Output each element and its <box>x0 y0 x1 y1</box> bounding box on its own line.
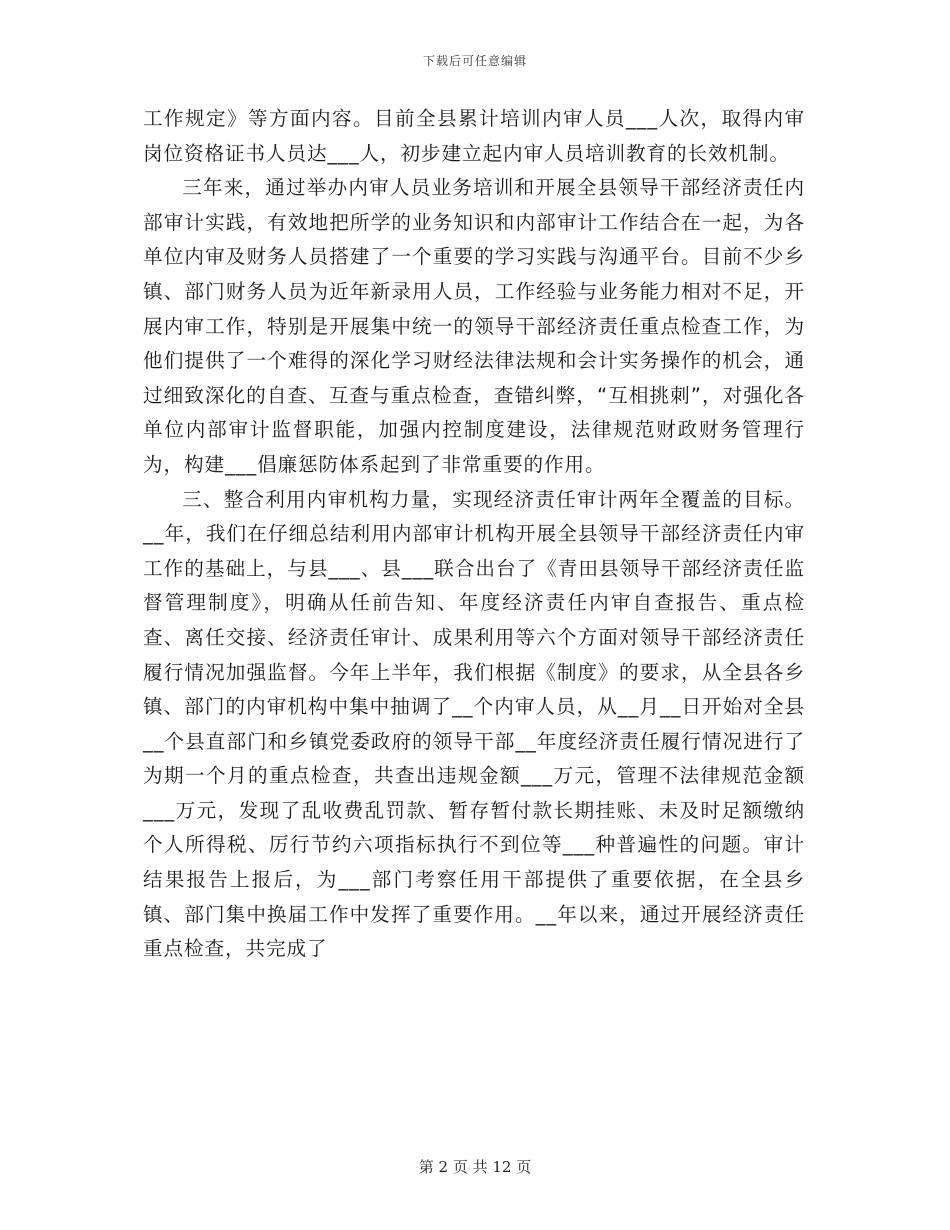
paragraph-2: 三年来，通过举办内审人员业务培训和开展全县领导干部经济责任内部审计实践，有效地把所学的业务知识和内部审计工作结合在一起，为各单位内审及财务人员搭建了一个重要的学习实践与沟通平台。目前不少乡镇、部门财务人员为近年新录用人员，工作经验与业务能力相对不足，开展内审工作，特别是开展集中统一的领导干部经济责任重点检查工作，为他们提供了一个难得的深化学习财经法律法规和会计实务操作的机会，通过细致深化的自查、互查与重点检查，查错纠弊，“互相挑刺”，对强化各单位内部审计监督职能，加强内控制度建设，法律规范财政财务管理行为，构建___倡廉惩防体系起到了非常重要的作用。 <box>143 176 805 476</box>
paragraph-1: 工作规定》等方面内容。目前全县累计培训内审人员___人次，取得内审岗位资格证书人员达___人，初步建立起内审人员培训教育的长效机制。 <box>143 107 805 165</box>
document-body <box>143 102 805 967</box>
paragraph-3: 三、整合利用内审机构力量，实现经济责任审计两年全覆盖的目标。__年，我们在仔细总结利用内部审计机构开展全县领导干部经济责任内审工作的基础上，与县___、县___联合出台了《青田县领导干部经济责任监督管理制度》，明确从任前告知、年度经济责任内审自查报告、重点检查、离任交接、经济责任审计、成果利用等六个方面对领导干部经济责任履行情况加强监督。今年上半年，我们根据《制度》的要求，从全县各乡镇、部门的内审机构中集中抽调了__个内审人员，从__月__日开始对全县__个县直部门和乡镇党委政府的领导干部__年度经济责任履行情况进行了为期一个月的重点检查，共查出违规金额___万元，管理不法律规范金额___万元，发现了乱收费乱罚款、暂存暂付款长期挂账、未及时足额缴纳个人所得税、厉行节约六项指标执行不到位等___种普遍性的问题。审计结果报告上报后，为___部门考察任用干部提供了重要依据，在全县乡镇、部门集中换届工作中发挥了重要作用。__年以来，通过开展经济责任重点检查，共完成了 <box>143 487 805 961</box>
page-number-footer: 第 2 页 共 12 页 <box>418 1158 532 1176</box>
page-header: 下载后可任意编辑 <box>422 54 527 68</box>
